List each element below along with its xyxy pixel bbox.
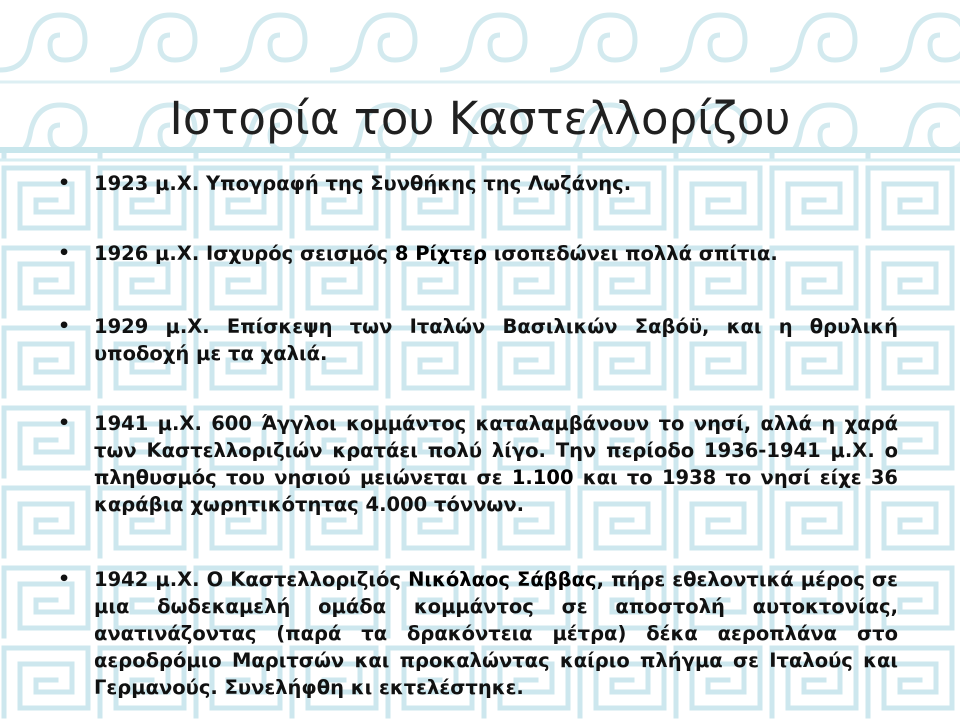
bullet-text: 1929 μ.Χ. Επίσκεψη των Ιταλών Βασιλικών Σαβόϋ, και η θρυλική υποδοχή με τα χαλιά. [94,315,898,365]
bullet-icon: • [58,315,71,337]
highlight-population: 1.100 [511,466,574,489]
bullet-icon: • [58,412,71,434]
bullet-text: 1926 μ.Χ. Ισχυρός σεισμός 8 Ρίχτερ ισοπεδώνει πολλά σπίτια. [94,242,778,265]
bullet-item-1926 [58,240,898,267]
bullet-icon: • [58,172,71,194]
highlight-nikolaos-savvas: Νικόλαος Σάββας [408,568,597,591]
bullet-item-1942 [58,566,898,701]
bullet-text: 1941 μ.Χ. 600 Άγγλοι κομμάντος καταλαμβάνουν το νησί, αλλά η χαρά των Καστελλοριζιών κρατάει πολύ λίγο. Την περίοδο 1936-1941 μ.Χ. ο πληθυσμός του νησιού μειώνεται σε 1.100 και το 1938 το νησί είχε 36 καράβια χωρητικότητας 4.000 τόννων. [94,412,899,516]
bullet-item-1929 [58,313,898,367]
bullet-text: 1942 μ.Χ. Ο Καστελλοριζιός Νικόλαος Σάββας, πήρε εθελοντικά μέρος σε μια δωδεκαμελή ομάδα κομμάντος σε αποστολή αυτοκτονίας, ανατινάζοντας (παρά τα δρακόντεια μέτρα) δέκα αεροπλάνα στο αεροδρόμιο Μαριτσών και προκαλώντας καίριο πλήγμα σε Ιταλούς και Γερμανούς. Συνελήφθη κι εκτελέστηκε. [94,568,898,699]
bullet-text: 1923 μ.Χ. Υπογραφή της Συνθήκης της Λωζάνης. [94,172,632,195]
bullet-icon: • [58,568,71,590]
slide-title: Ιστορία του Καστελλορίζου [169,92,791,146]
bullet-item-1923 [58,170,898,197]
bullet-item-1941 [58,410,898,518]
highlight-richter: 8 Ρίχτερ [394,242,487,265]
bullet-icon: • [58,242,71,264]
